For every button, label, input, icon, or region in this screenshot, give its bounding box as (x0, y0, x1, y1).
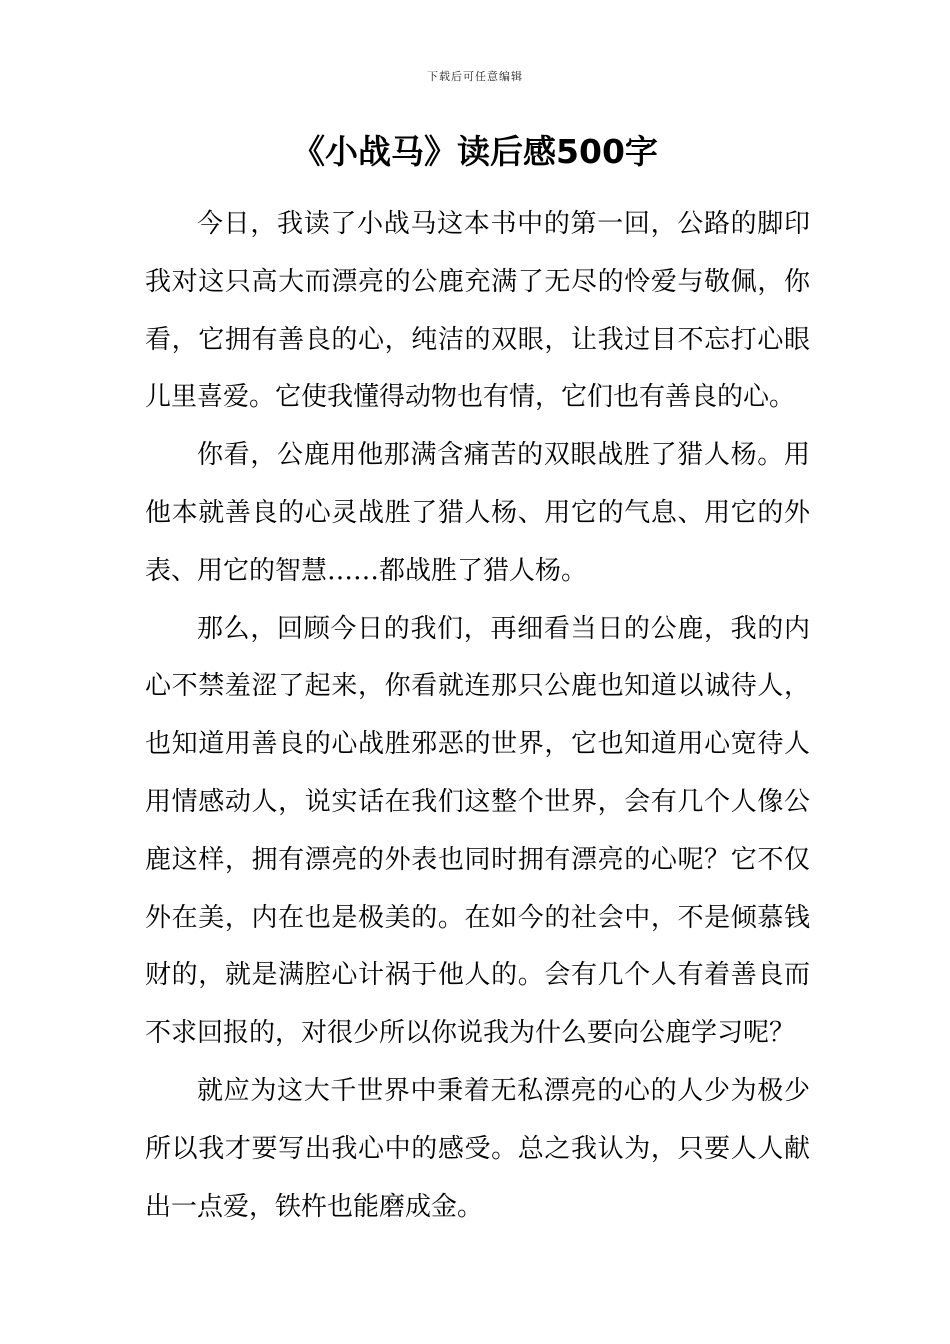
paragraph-3: 那么，回顾今日的我们，再细看当日的公鹿，我的内心不禁羞涩了起来，你看就连那只公鹿也知道以诚待人，也知道用善良的心战胜邪恶的世界，它也知道用心宽待人用情感动人，说实话在我们这整个世界，会有几个人像公鹿这样，拥有漂亮的外表也同时拥有漂亮的心呢？它不仅外在美，内在也是极美的。在如今的社会中，不是倾慕钱财的，就是满腔心计祸于他人的。会有几个人有着善良而不求回报的，对很少所以你说我为什么要向公鹿学习呢？ (145, 613, 810, 1049)
document-title: 《小战马》读后感500字 (292, 132, 658, 171)
header-note: 下载后可任意编辑 (427, 70, 523, 83)
paragraph-1: 今日，我读了小战马这本书中的第一回，公路的脚印我对这只高大而漂亮的公鹿充满了无尽的怜爱与敬佩，你看，它拥有善良的心，纯洁的双眼，让我过目不忘打心眼儿里喜爱。它使我懂得动物也有情，它们也有善良的心。 (145, 209, 810, 413)
paragraph-4: 就应为这大千世界中秉着无私漂亮的心的人少为极少所以我才要写出我心中的感受。总之我认为，只要人人献出一点爱，铁杵也能磨成金。 (145, 1075, 810, 1222)
paragraph-2: 你看，公鹿用他那满含痛苦的双眼战胜了猎人杨。用他本就善良的心灵战胜了猎人杨、用它的气息、用它的外表、用它的智慧……都战胜了猎人杨。 (145, 440, 810, 586)
document-body (145, 196, 810, 1236)
